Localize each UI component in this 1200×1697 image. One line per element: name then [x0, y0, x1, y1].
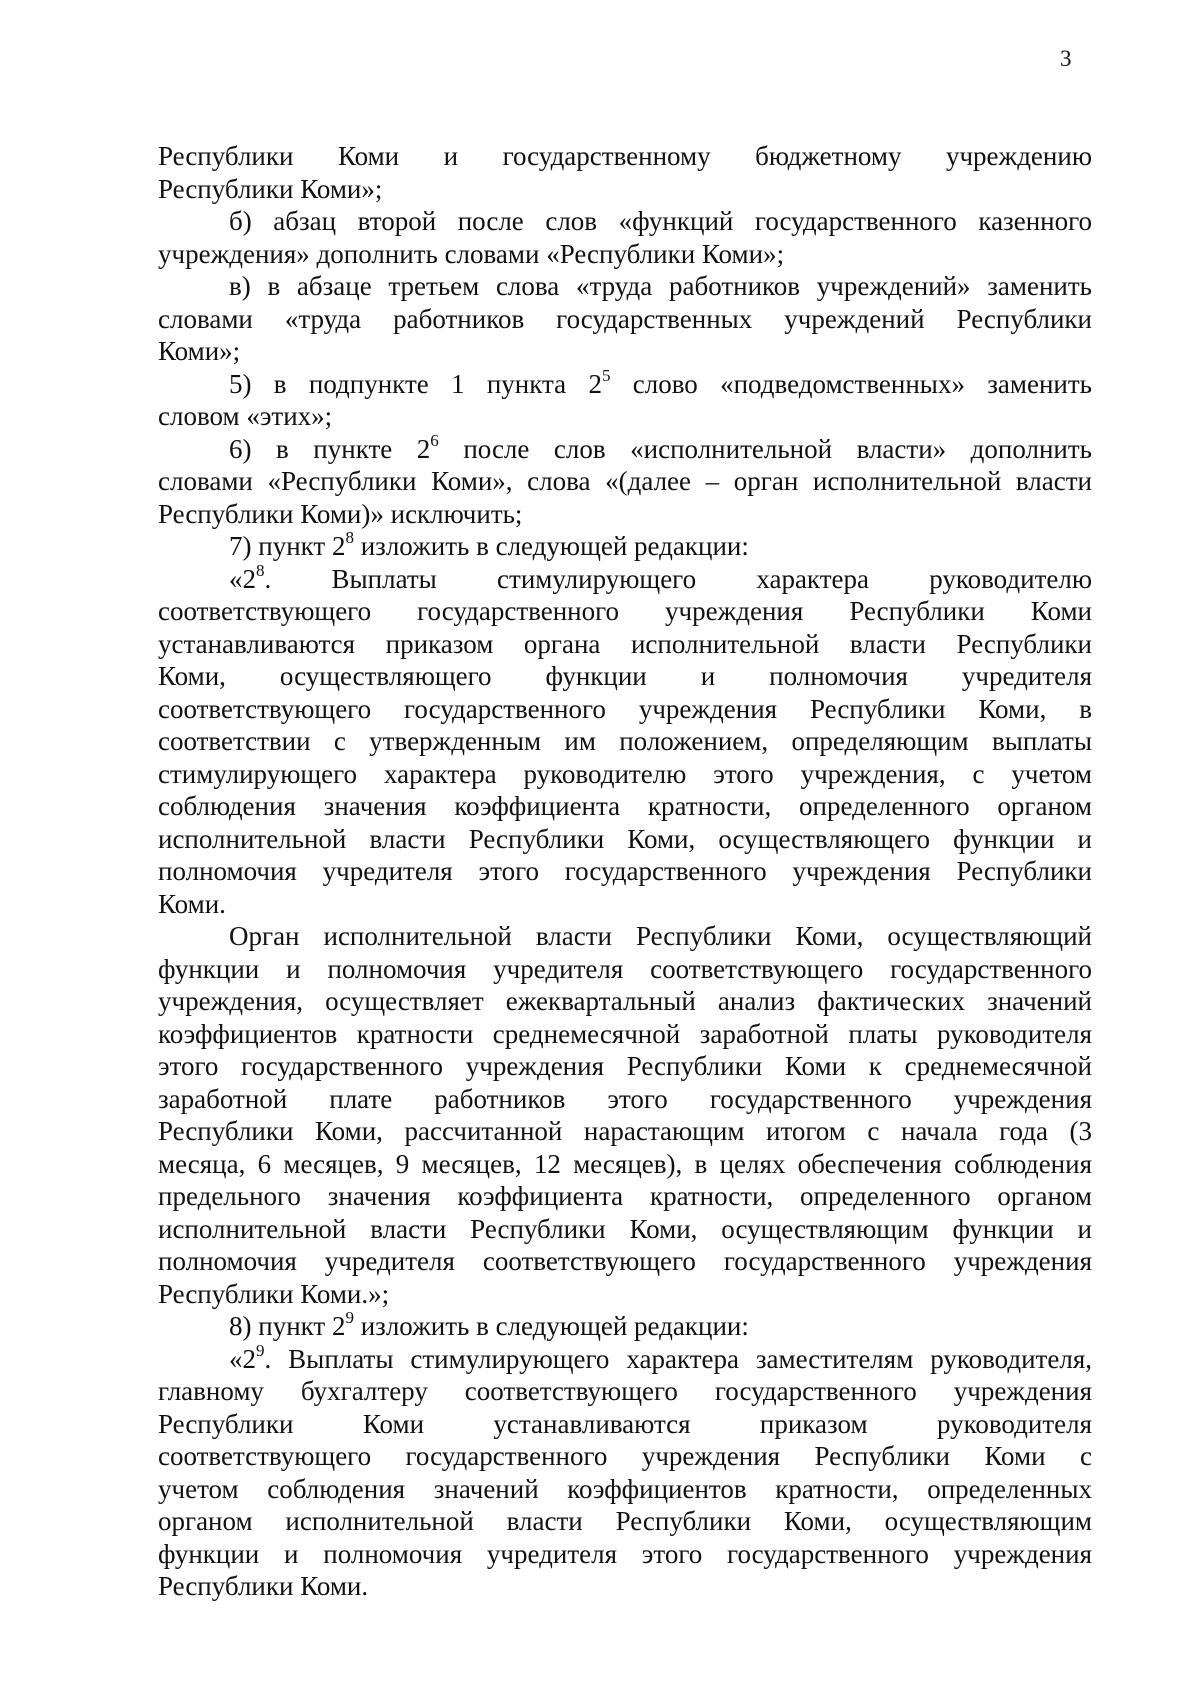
text-line: Коми»;: [158, 336, 241, 366]
text-line: [158, 365, 1092, 401]
text-line: стимулирующего характера руководителю этого учреждения, с учетом: [158, 758, 1092, 789]
text-line: заработной плате работников этого государственного учреждения: [158, 1083, 1092, 1114]
text-line: функции и полномочия учредителя соответствующего государственного: [158, 953, 1092, 984]
text-segment: после слов «исполнительной власти» дополнить: [438, 433, 1092, 464]
superscript: 9: [345, 1308, 354, 1327]
text-line: [158, 1340, 1092, 1376]
text-line: в) в абзаце третьем слова «труда работников учреждений» заменить: [229, 271, 1092, 301]
text-line: соблюдения значения коэффициента кратности, определенного органом: [158, 791, 1092, 821]
text-segment: 8) пункт 2: [229, 1311, 346, 1341]
text-line: полномочия учредителя соответствующего государственного учреждения: [158, 1246, 1092, 1276]
text-line: Республики Коми устанавливаются приказом руководителя: [158, 1408, 1092, 1439]
text-line: устанавливаются приказом органа исполнительной власти Республики: [158, 628, 1092, 659]
superscript: 9: [256, 1340, 265, 1360]
text-segment: . Выплаты стимулирующего характера руководителю: [264, 563, 1092, 594]
text-line: Коми.: [158, 888, 226, 919]
text-line: учреждения» дополнить словами «Республики Коми»;: [158, 238, 785, 269]
text-line: исполнительной власти Республики Коми, осуществляющего функции и: [158, 823, 1092, 854]
superscript: 6: [430, 430, 439, 450]
text-line: словами «Республики Коми», слова «(далее – орган исполнительной власти: [158, 466, 1092, 496]
text-line: [158, 530, 1092, 563]
text-segment: 6) в пункте 2: [229, 433, 431, 464]
text-segment: слово «подведомственных» заменить: [610, 368, 1092, 399]
text-segment: 7) пункт 2: [229, 531, 346, 561]
text-line: Республики Коми, рассчитанной нарастающим итогом с начала года (3: [158, 1116, 1092, 1146]
superscript: 8: [345, 528, 354, 547]
text-line: коэффициентов кратности среднемесячной заработной платы руководителя: [158, 1018, 1092, 1049]
text-line: соответствующего государственного учреждения Республики Коми, в: [158, 693, 1092, 724]
superscript: 8: [256, 560, 265, 580]
text-segment: «2: [229, 563, 256, 594]
text-line: Республики Коми.: [158, 1571, 369, 1601]
text-segment: . Выплаты стимулирующего характера заместителям руководителя,: [264, 1343, 1092, 1374]
text-line: словом «этих»;: [158, 401, 333, 431]
text-segment: «2: [229, 1343, 256, 1374]
text-segment: изложить в следующей редакции:: [353, 531, 749, 561]
text-line: этого государственного учреждения Республики Коми к среднемесячной: [158, 1051, 1092, 1081]
text-line: словами «труда работников государственных учреждений Республики: [158, 303, 1092, 334]
text-segment: изложить в следующей редакции:: [353, 1311, 749, 1341]
text-segment: 5) в подпункте 1 пункта 2: [229, 368, 602, 399]
text-line: полномочия учредителя этого государственного учреждения Республики: [158, 856, 1092, 886]
text-line: учреждения, осуществляет ежеквартальный анализ фактических значений: [158, 986, 1092, 1016]
text-line: месяца, 6 месяцев, 9 месяцев, 12 месяцев), в целях обеспечения соблюдения: [158, 1148, 1092, 1179]
text-line: Республики Коми)» исключить;: [158, 498, 523, 529]
text-line: соответствии с утвержденным им положением, определяющим выплаты: [158, 726, 1092, 756]
text-line: Республики Коми»;: [158, 173, 383, 204]
text-line: [158, 560, 1092, 596]
text-line: органом исполнительной власти Республики Коми, осуществляющим: [158, 1506, 1092, 1536]
text-line: исполнительной власти Республики Коми, осуществляющим функции и: [158, 1213, 1092, 1244]
text-line: б) абзац второй после слов «функций государственного казенного: [229, 206, 1092, 236]
text-line: [158, 430, 1092, 466]
text-line: предельного значения коэффициента кратности, определенного органом: [158, 1181, 1092, 1211]
text-line: [158, 1310, 1092, 1343]
text-line: функции и полномочия учредителя этого государственного учреждения: [158, 1538, 1092, 1569]
text-line: соответствующего государственного учреждения Республики Коми с: [158, 1441, 1092, 1471]
text-line: главному бухгалтеру соответствующего государственного учреждения: [158, 1376, 1092, 1406]
text-line: соответствующего государственного учреждения Республики Коми: [158, 596, 1092, 626]
text-line: Республики Коми и государственному бюджетному учреждению: [158, 141, 1092, 171]
text-line: Орган исполнительной власти Республики Коми, осуществляющий: [229, 921, 1092, 951]
page-number: 3: [1060, 46, 1072, 71]
text-line: Республики Коми.»;: [158, 1278, 390, 1309]
text-line: учетом соблюдения значений коэффициентов кратности, определенных: [158, 1473, 1092, 1504]
document-body: [158, 140, 1092, 1603]
text-line: Коми, осуществляющего функции и полномочия учредителя: [158, 661, 1092, 691]
superscript: 5: [601, 365, 611, 385]
